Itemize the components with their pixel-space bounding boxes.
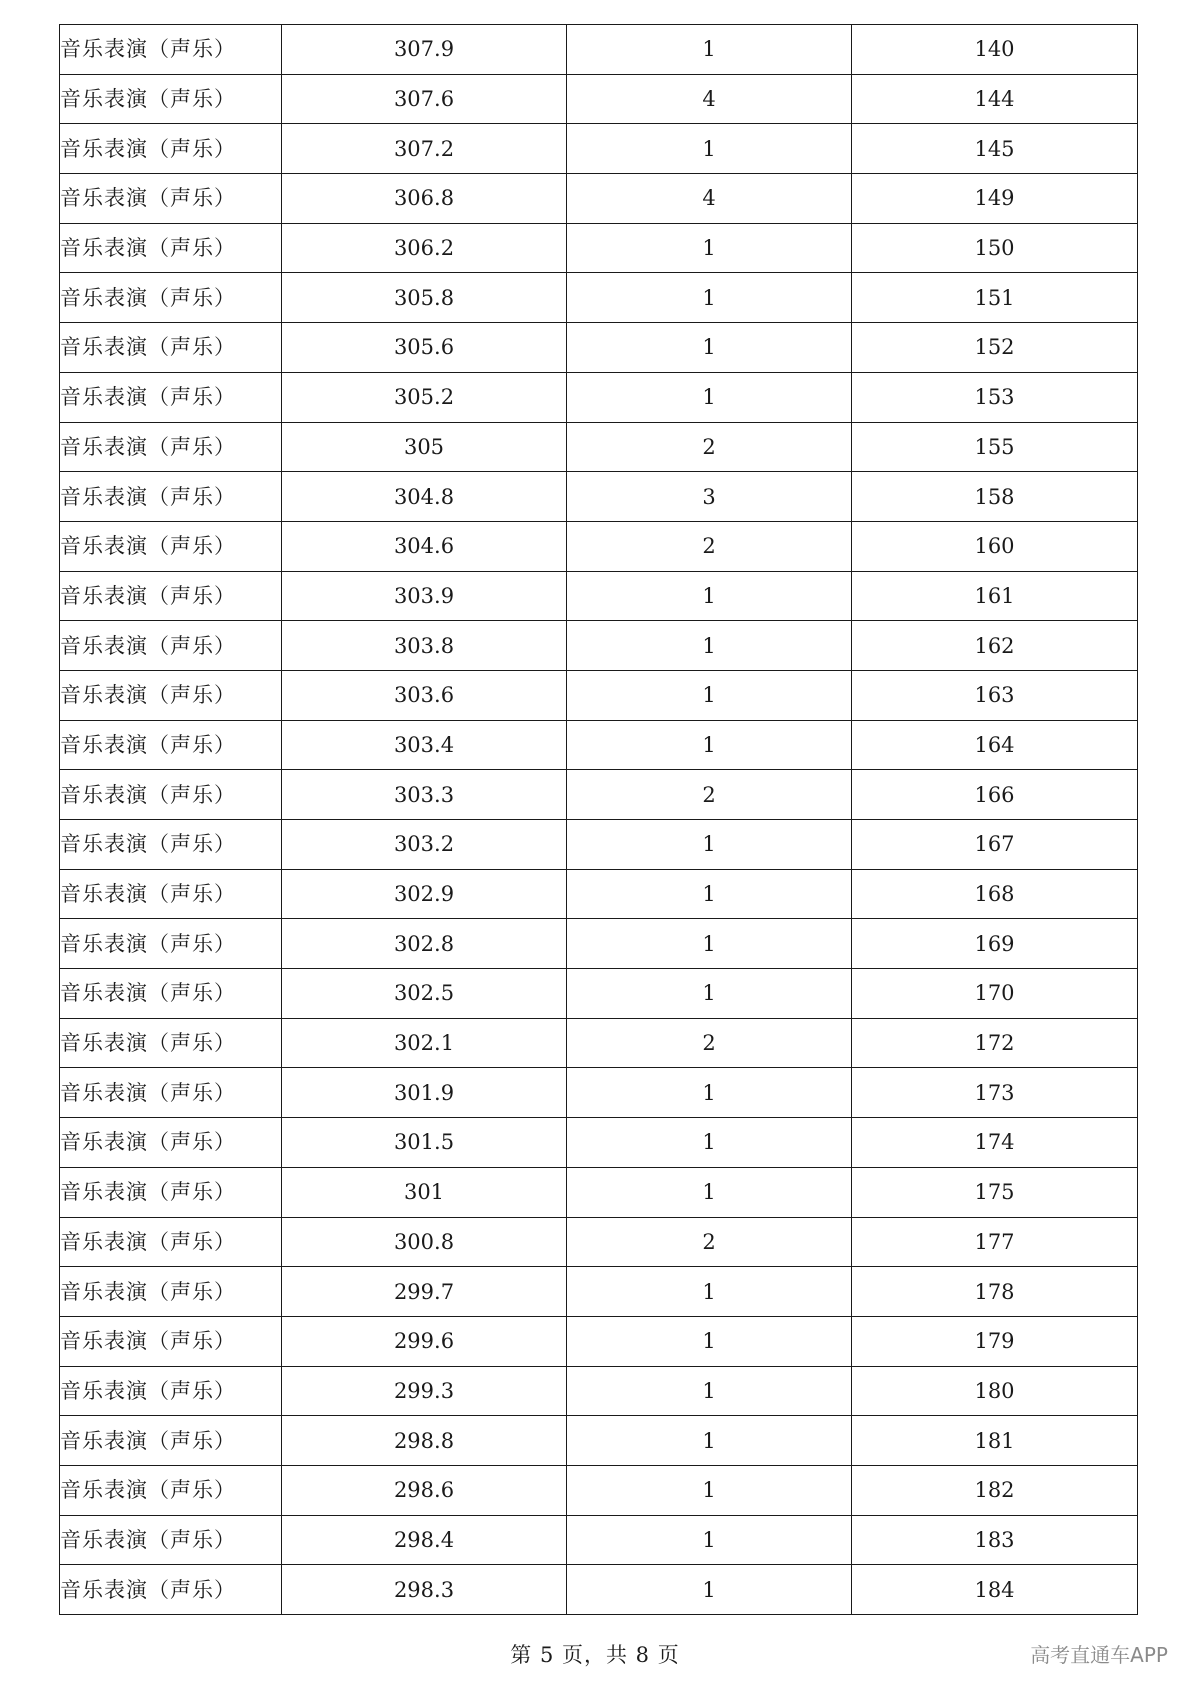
score-cell: 301.5 (282, 1118, 567, 1168)
major-cell: 音乐表演（声乐） (60, 323, 282, 373)
cumulative-count-cell: 155 (852, 422, 1138, 472)
count-cell: 2 (567, 521, 852, 571)
cumulative-count-cell: 180 (852, 1366, 1138, 1416)
score-cell: 305 (282, 422, 567, 472)
count-cell: 1 (567, 969, 852, 1019)
score-cell: 302.5 (282, 969, 567, 1019)
major-cell: 音乐表演（声乐） (60, 1068, 282, 1118)
major-cell: 音乐表演（声乐） (60, 124, 282, 174)
table-row (60, 1267, 1138, 1317)
cumulative-count-cell: 153 (852, 372, 1138, 422)
table-row (60, 273, 1138, 323)
table-row (60, 1465, 1138, 1515)
score-cell: 305.2 (282, 372, 567, 422)
major-cell: 音乐表演（声乐） (60, 223, 282, 273)
score-cell: 298.6 (282, 1465, 567, 1515)
cumulative-count-cell: 151 (852, 273, 1138, 323)
major-cell: 音乐表演（声乐） (60, 1118, 282, 1168)
cumulative-count-cell: 172 (852, 1018, 1138, 1068)
count-cell: 1 (567, 1366, 852, 1416)
table-row (60, 1565, 1138, 1615)
score-cell: 302.9 (282, 869, 567, 919)
table-row (60, 1366, 1138, 1416)
table-row (60, 323, 1138, 373)
major-cell: 音乐表演（声乐） (60, 372, 282, 422)
score-cell: 304.8 (282, 472, 567, 522)
cumulative-count-cell: 164 (852, 720, 1138, 770)
table-row (60, 770, 1138, 820)
major-cell: 音乐表演（声乐） (60, 571, 282, 621)
score-cell: 299.7 (282, 1267, 567, 1317)
score-cell: 298.3 (282, 1565, 567, 1615)
table-row (60, 223, 1138, 273)
cumulative-count-cell: 182 (852, 1465, 1138, 1515)
cumulative-count-cell: 161 (852, 571, 1138, 621)
cumulative-count-cell: 177 (852, 1217, 1138, 1267)
score-cell: 301.9 (282, 1068, 567, 1118)
count-cell: 1 (567, 1565, 852, 1615)
count-cell: 1 (567, 571, 852, 621)
score-cell: 298.4 (282, 1515, 567, 1565)
count-cell: 2 (567, 422, 852, 472)
table-row (60, 521, 1138, 571)
cumulative-count-cell: 175 (852, 1167, 1138, 1217)
cumulative-count-cell: 149 (852, 174, 1138, 224)
major-cell: 音乐表演（声乐） (60, 1416, 282, 1466)
score-cell: 303.2 (282, 820, 567, 870)
count-cell: 1 (567, 124, 852, 174)
score-cell: 303.8 (282, 621, 567, 671)
table-row (60, 969, 1138, 1019)
major-cell: 音乐表演（声乐） (60, 1465, 282, 1515)
score-cell: 305.8 (282, 273, 567, 323)
count-cell: 1 (567, 820, 852, 870)
cumulative-count-cell: 160 (852, 521, 1138, 571)
major-cell: 音乐表演（声乐） (60, 472, 282, 522)
major-cell: 音乐表演（声乐） (60, 273, 282, 323)
count-cell: 1 (567, 1118, 852, 1168)
major-cell: 音乐表演（声乐） (60, 670, 282, 720)
score-cell: 307.9 (282, 25, 567, 75)
count-cell: 1 (567, 670, 852, 720)
score-cell: 302.8 (282, 919, 567, 969)
count-cell: 1 (567, 323, 852, 373)
count-cell: 1 (567, 223, 852, 273)
cumulative-count-cell: 144 (852, 74, 1138, 124)
count-cell: 1 (567, 1515, 852, 1565)
table-row (60, 1167, 1138, 1217)
count-cell: 1 (567, 273, 852, 323)
major-cell: 音乐表演（声乐） (60, 1217, 282, 1267)
page-indicator: 第 5 页，共 8 页 (510, 1643, 680, 1667)
major-cell: 音乐表演（声乐） (60, 174, 282, 224)
table-row (60, 1068, 1138, 1118)
major-cell: 音乐表演（声乐） (60, 820, 282, 870)
count-cell: 2 (567, 1217, 852, 1267)
major-cell: 音乐表演（声乐） (60, 1267, 282, 1317)
cumulative-count-cell: 140 (852, 25, 1138, 75)
major-cell: 音乐表演（声乐） (60, 621, 282, 671)
count-cell: 1 (567, 869, 852, 919)
major-cell: 音乐表演（声乐） (60, 1565, 282, 1615)
table-row (60, 25, 1138, 75)
score-cell: 301 (282, 1167, 567, 1217)
score-cell: 299.3 (282, 1366, 567, 1416)
major-cell: 音乐表演（声乐） (60, 1316, 282, 1366)
major-cell: 音乐表演（声乐） (60, 422, 282, 472)
major-cell: 音乐表演（声乐） (60, 25, 282, 75)
table-row (60, 1515, 1138, 1565)
count-cell: 1 (567, 1068, 852, 1118)
cumulative-count-cell: 178 (852, 1267, 1138, 1317)
table-row (60, 422, 1138, 472)
score-cell: 298.8 (282, 1416, 567, 1466)
score-cell: 306.8 (282, 174, 567, 224)
cumulative-count-cell: 179 (852, 1316, 1138, 1366)
cumulative-count-cell: 150 (852, 223, 1138, 273)
major-cell: 音乐表演（声乐） (60, 770, 282, 820)
score-cell: 304.6 (282, 521, 567, 571)
cumulative-count-cell: 169 (852, 919, 1138, 969)
major-cell: 音乐表演（声乐） (60, 969, 282, 1019)
count-cell: 1 (567, 25, 852, 75)
table-row (60, 472, 1138, 522)
count-cell: 1 (567, 919, 852, 969)
cumulative-count-cell: 184 (852, 1565, 1138, 1615)
cumulative-count-cell: 168 (852, 869, 1138, 919)
table-row (60, 1118, 1138, 1168)
table-row (60, 124, 1138, 174)
table-row (60, 372, 1138, 422)
count-cell: 1 (567, 372, 852, 422)
table-row (60, 621, 1138, 671)
count-cell: 3 (567, 472, 852, 522)
major-cell: 音乐表演（声乐） (60, 1366, 282, 1416)
cumulative-count-cell: 183 (852, 1515, 1138, 1565)
score-cell: 303.9 (282, 571, 567, 621)
count-cell: 4 (567, 74, 852, 124)
score-cell: 299.6 (282, 1316, 567, 1366)
count-cell: 1 (567, 1167, 852, 1217)
table-row (60, 670, 1138, 720)
table-row (60, 74, 1138, 124)
score-cell: 307.2 (282, 124, 567, 174)
cumulative-count-cell: 163 (852, 670, 1138, 720)
table-row (60, 919, 1138, 969)
major-cell: 音乐表演（声乐） (60, 1515, 282, 1565)
table-row (60, 869, 1138, 919)
major-cell: 音乐表演（声乐） (60, 74, 282, 124)
table-row (60, 1018, 1138, 1068)
score-cell: 303.3 (282, 770, 567, 820)
major-cell: 音乐表演（声乐） (60, 521, 282, 571)
table-row (60, 1416, 1138, 1466)
table-body (60, 25, 1138, 1615)
cumulative-count-cell: 152 (852, 323, 1138, 373)
table-row (60, 174, 1138, 224)
cumulative-count-cell: 145 (852, 124, 1138, 174)
count-cell: 4 (567, 174, 852, 224)
count-cell: 1 (567, 1465, 852, 1515)
watermark-text: 高考直通车APP (1030, 1643, 1168, 1667)
major-cell: 音乐表演（声乐） (60, 1018, 282, 1068)
table-row (60, 1217, 1138, 1267)
cumulative-count-cell: 158 (852, 472, 1138, 522)
score-cell: 305.6 (282, 323, 567, 373)
score-cell: 302.1 (282, 1018, 567, 1068)
major-cell: 音乐表演（声乐） (60, 720, 282, 770)
score-cell: 303.4 (282, 720, 567, 770)
score-cell: 307.6 (282, 74, 567, 124)
table-row (60, 720, 1138, 770)
cumulative-count-cell: 181 (852, 1416, 1138, 1466)
score-cell: 300.8 (282, 1217, 567, 1267)
count-cell: 2 (567, 1018, 852, 1068)
cumulative-count-cell: 166 (852, 770, 1138, 820)
count-cell: 1 (567, 1416, 852, 1466)
table-row (60, 571, 1138, 621)
cumulative-count-cell: 174 (852, 1118, 1138, 1168)
major-cell: 音乐表演（声乐） (60, 869, 282, 919)
cumulative-count-cell: 162 (852, 621, 1138, 671)
count-cell: 2 (567, 770, 852, 820)
count-cell: 1 (567, 621, 852, 671)
table-row (60, 1316, 1138, 1366)
table-row (60, 820, 1138, 870)
count-cell: 1 (567, 1316, 852, 1366)
cumulative-count-cell: 167 (852, 820, 1138, 870)
cumulative-count-cell: 173 (852, 1068, 1138, 1118)
major-cell: 音乐表演（声乐） (60, 919, 282, 969)
major-cell: 音乐表演（声乐） (60, 1167, 282, 1217)
count-cell: 1 (567, 1267, 852, 1317)
score-cell: 303.6 (282, 670, 567, 720)
count-cell: 1 (567, 720, 852, 770)
score-cell: 306.2 (282, 223, 567, 273)
score-distribution-table (59, 24, 1138, 1615)
cumulative-count-cell: 170 (852, 969, 1138, 1019)
